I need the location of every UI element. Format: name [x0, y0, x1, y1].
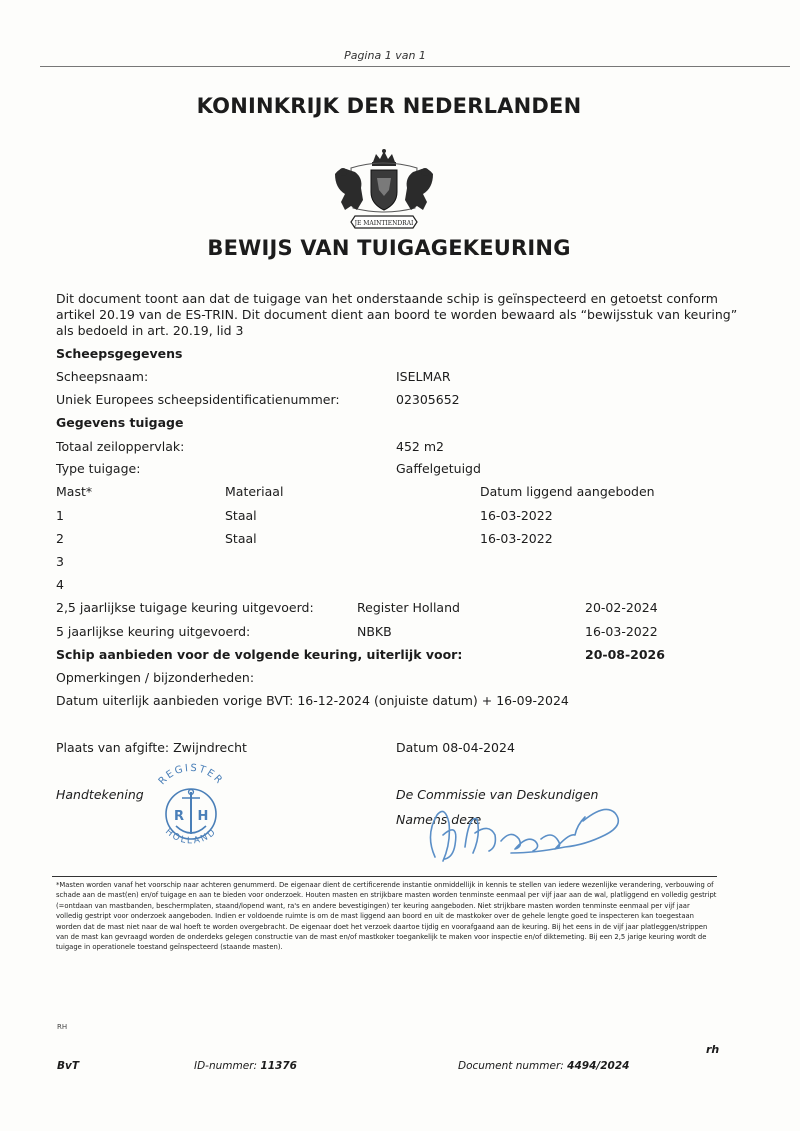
rig-type-value: Gaffelgetuigd [396, 461, 481, 476]
mast-material: Staal [225, 508, 257, 523]
rig-type-label: Type tuigage: [56, 461, 141, 476]
stamp-bottom-text: HOLLAND [163, 826, 220, 847]
footnote-text: *Masten worden vanaf het voorschip naar achteren genummerd. De eigenaar dient de certificerende instantie onmiddellijk in kennis te stellen van iedere wezenlijke verandering, verbouwing of schade aan de mast(en) en/of tuigage en aan te bieden voor onderzoek. Houten masten en strijkbare masten worden tenminste eenmaal per vijf jaar aan de wal, platliggend en volledig gestript (=ontdaan van mastbanden, beschermplaten, staand/lopend want, ra's en andere bevestigingen) ter keuring aangeboden. Niet strijkbare masten worden tenminste eenmaal per vijf jaar volledig gestript voor onderzoek aangeboden. Indien er voldoende ruimte is om de mast liggend aan boord en uit de mastkoker over de gehele lengte goed te inspecteren kan toegestaan worden dat de mast niet naar de wal hoeft te worden overgebracht. De eigenaar doet het verzoek daartoe tijdig en voorafgaand aan de keuring. Bij het eens in de vijf jaar platleggen/strippen van de mast kan gevraagd worden de onderdeks gelegen constructie van de mast en/of mastkoker toegankelijk te maken voor inspectie en/of diktemeting. Bij een 2,5 jarige keuring wordt de tuigage in operationele toestand geïnspecteerd (staande masten). [56, 881, 717, 952]
rigging-section-heading: Gegevens tuigage [56, 415, 184, 430]
inspection-5-by: NBKB [357, 624, 392, 639]
mast-number: 1 [56, 508, 64, 523]
mast-material: Staal [225, 531, 257, 546]
mast-number: 4 [56, 577, 64, 592]
eni-value: 02305652 [396, 392, 460, 407]
id-number-value: 11376 [260, 1060, 297, 1072]
stamp-top-text: REGISTER [156, 762, 226, 788]
on-behalf-label: Namens deze [396, 812, 482, 827]
footnote-rule [52, 876, 717, 877]
ship-name-label: Scheepsnaam: [56, 369, 149, 384]
initials-small: RH [57, 1023, 68, 1031]
svg-text:REGISTER [157, 763, 226, 787]
sail-area-label: Totaal zeiloppervlak: [56, 439, 185, 454]
commission-label: De Commissie van Deskundigen [396, 787, 599, 802]
document-code: BvT [57, 1060, 80, 1072]
remarks-label: Opmerkingen / bijzonderheden: [56, 670, 255, 685]
document-number-label: Document nummer: [458, 1060, 564, 1072]
mast-number: 3 [56, 554, 64, 569]
inspection-25-label: 2,5 jaarlijkse tuigage keuring uitgevoerd: [56, 600, 314, 615]
mast-date: 16-03-2022 [480, 531, 553, 546]
signature-label: Handtekening [56, 787, 144, 802]
inspection-5-label: 5 jaarlijkse keuring uitgevoerd: [56, 624, 251, 639]
issue-place: Plaats van afgifte: Zwijndrecht [56, 740, 247, 755]
stamp-letter-right: H [197, 809, 209, 824]
next-inspection-label: Schip aanbieden voor de volgende keuring, uiterlijk voor: [56, 647, 463, 662]
initials-handwritten: rh [706, 1043, 720, 1056]
stamp-letter-left: R [173, 809, 185, 824]
remarks-text: Datum uiterlijk aanbieden vorige BVT: 16-12-2024 (onjuiste datum) + 16-09-2024 [56, 693, 569, 708]
crest-motto: JE MAINTIENDRAI [354, 220, 414, 227]
register-holland-stamp-icon [146, 760, 236, 860]
mast-date: 16-03-2022 [480, 508, 553, 523]
mast-header: Mast* [56, 484, 93, 499]
handwritten-signature-icon [415, 795, 640, 870]
page-number: Pagina 1 van 1 [344, 49, 426, 62]
ship-section-heading: Scheepsgegevens [56, 346, 183, 361]
country-title: KONINKRIJK DER NEDERLANDEN [196, 94, 582, 118]
issue-date: Datum 08-04-2024 [396, 740, 515, 755]
material-header: Materiaal [225, 484, 284, 499]
date-offered-header: Datum liggend aangeboden [480, 484, 655, 499]
inspection-25-by: Register Holland [357, 600, 460, 615]
sail-area-value: 452 m2 [396, 439, 444, 454]
eni-label: Uniek Europees scheepsidentificatienummer: [56, 392, 340, 407]
coat-of-arms-icon [321, 148, 447, 232]
inspection-5-date: 16-03-2022 [585, 624, 658, 639]
inspection-25-date: 20-02-2024 [585, 600, 658, 615]
document-title: BEWIJS VAN TUIGAGEKEURING [207, 236, 571, 260]
header-rule [40, 66, 790, 67]
id-number-label: ID-nummer: [194, 1060, 258, 1072]
document-number-value: 4494/2024 [567, 1060, 630, 1072]
ship-name-value: ISELMAR [396, 369, 451, 384]
mast-number: 2 [56, 531, 64, 546]
intro-text: Dit document toont aan dat de tuigage van het onderstaande schip is geïnspecteerd en getoetst conform artikel 20.19 van de ES-TRIN. Dit document dient aan boord te worden bewaard als “bewijsstuk van keuring” als bedoeld in art. 20.19, lid 3 [56, 291, 738, 338]
next-inspection-date: 20-08-2026 [585, 647, 665, 662]
